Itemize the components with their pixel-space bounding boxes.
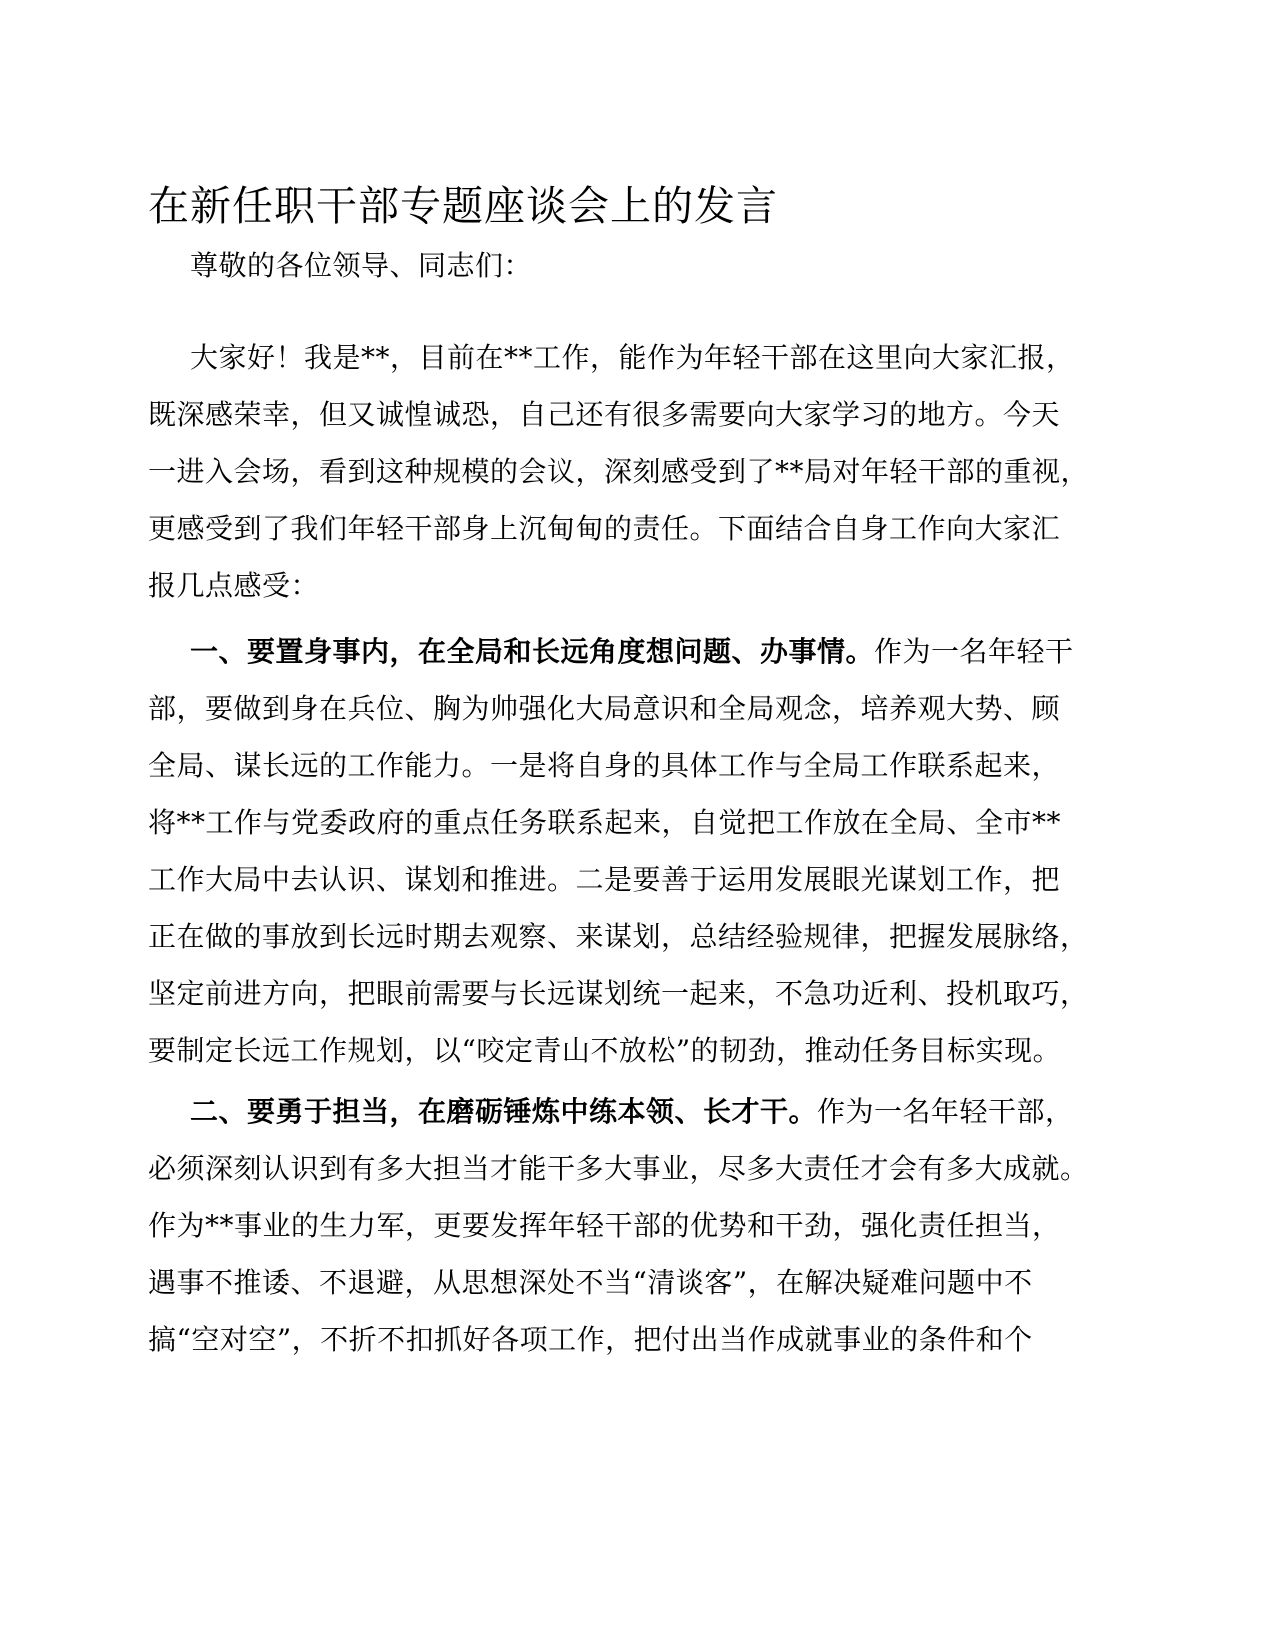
intro-line: 更感受到了我们年轻干部身上沉甸甸的责任。下面结合自身工作向大家汇 (148, 512, 1061, 545)
section-2-line: 作为**事业的生力军，更要发挥年轻干部的优势和干劲，强化责任担当， (148, 1209, 1061, 1242)
section-2-first-line (148, 1083, 1074, 1140)
document-title: 在新任职干部专题座谈会上的发言 (148, 182, 778, 230)
intro-line: 报几点感受： (148, 569, 320, 602)
section-1-line: 坚定前进方向，把眼前需要与长远谋划统一起来，不急功近利、投机取巧， (148, 977, 1089, 1010)
section-1-line: 全局、谋长远的工作能力。一是将自身的具体工作与全局工作联系起来， (148, 749, 1061, 782)
intro-line: 既深感荣幸，但又诚惶诚恐，自己还有很多需要向大家学习的地方。今天 (148, 398, 1061, 431)
greeting-paragraph (148, 237, 1068, 294)
section-2-first-line-text: 作为一名年轻干部， (817, 1095, 1074, 1128)
section-1-line: 将**工作与党委政府的重点任务联系起来，自觉把工作放在全局、全市** (148, 806, 1062, 839)
section-1-first-line (148, 623, 1074, 680)
section-2-line: 搞“空对空”，不折不扣抓好各项工作，把付出当作成就事业的条件和个 (148, 1323, 1033, 1356)
section-2-line: 遇事不推诿、不退避，从思想深处不当“清谈客”，在解决疑难问题中不 (148, 1266, 1033, 1299)
intro-line: 一进入会场，看到这种规模的会议，深刻感受到了**局对年轻干部的重视， (148, 455, 1090, 488)
section-1-line: 部，要做到身在兵位、胸为帅强化大局意识和全局观念，培养观大势、顾 (148, 692, 1061, 725)
greeting-text: 尊敬的各位领导、同志们： (190, 249, 533, 282)
section-1-line: 工作大局中去认识、谋划和推进。二是要善于运用发展眼光谋划工作，把 (148, 863, 1061, 896)
section-1-heading: 一、要置身事内，在全局和长远角度想问题、办事情。 (190, 635, 875, 668)
intro-line: 大家好！我是**，目前在**工作，能作为年轻干部在这里向大家汇报， (190, 341, 1075, 374)
intro-paragraph (148, 329, 1090, 614)
section-1-line: 要制定长远工作规划，以“咬定青山不放松”的韧劲，推动任务目标实现。 (148, 1034, 1062, 1067)
section-1-line: 正在做的事放到长远时期去观察、来谋划，总结经验规律，把握发展脉络， (148, 920, 1089, 953)
section-2-heading: 二、要勇于担当，在磨砺锤炼中练本领、长才干。 (190, 1095, 818, 1128)
section-1-first-line-text: 作为一名年轻干 (874, 635, 1074, 668)
section-1-paragraph (148, 623, 1089, 1079)
section-2-line: 必须深刻认识到有多大担当才能干多大事业，尽多大责任才会有多大成就。 (148, 1152, 1089, 1185)
section-2-paragraph (148, 1083, 1089, 1368)
